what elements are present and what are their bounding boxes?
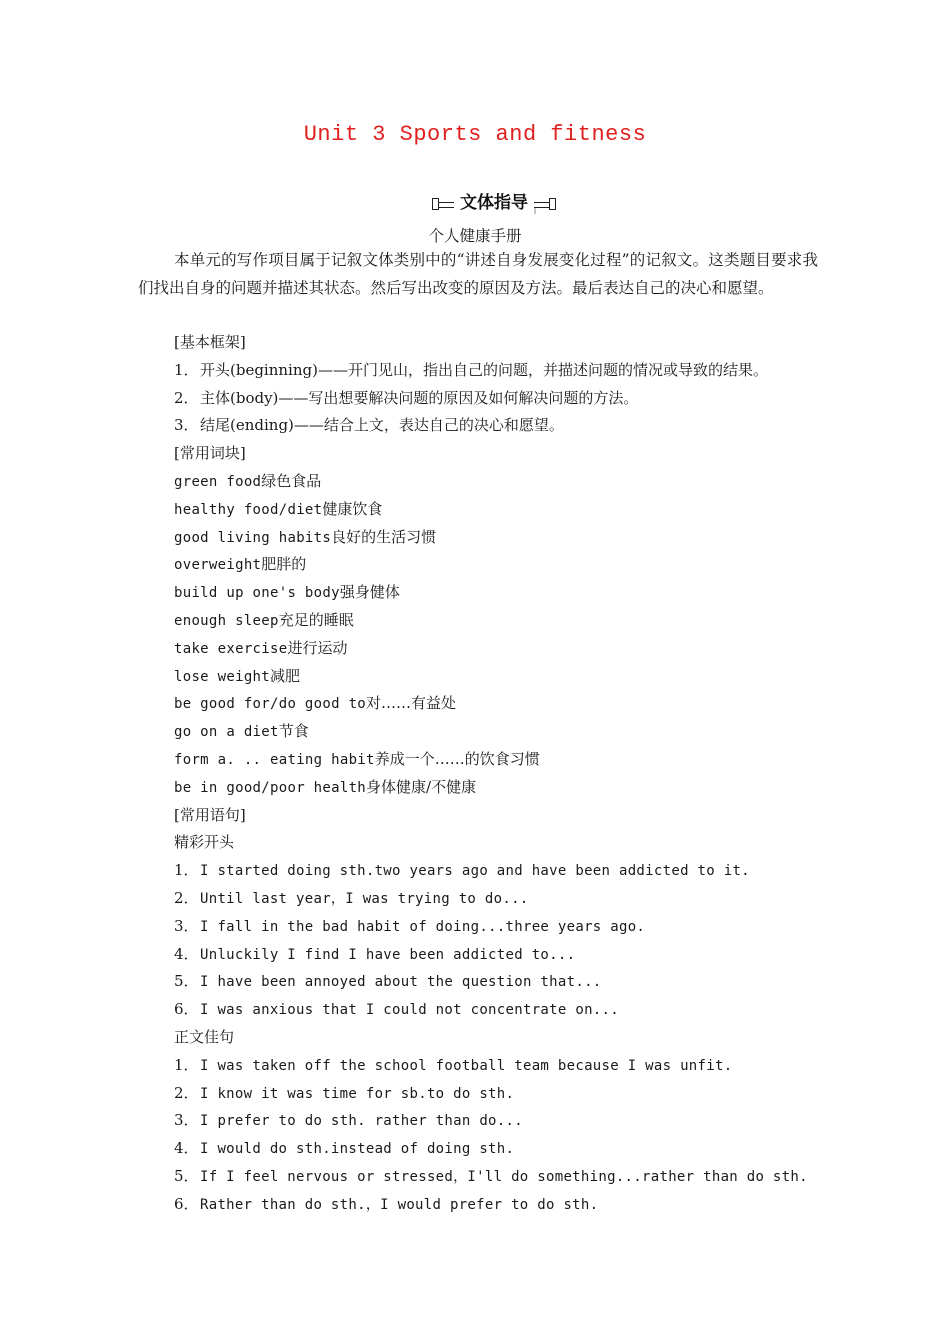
item-number: 3． (174, 1111, 199, 1130)
item-number: 2． (174, 388, 199, 407)
phrase-item (174, 607, 874, 635)
phrase-chinese: 健康饮食 (322, 499, 383, 518)
phrase-item (174, 663, 874, 691)
phrase-english: build up one's body (174, 585, 340, 602)
sentence-text: I would do sth.instead of doing sth. (200, 1141, 515, 1158)
item-number: 1． (174, 1055, 199, 1074)
item-number: 1． (174, 360, 199, 379)
item-number: 6． (174, 1000, 199, 1019)
sentence-text: Unluckily I find I have been addicted to... (200, 946, 576, 963)
phrase-chinese: 进行运动 (287, 638, 348, 657)
sentence-item (174, 1163, 874, 1191)
phrase-english: enough sleep (174, 612, 279, 629)
subtitle: 个人健康手册 (428, 227, 522, 245)
sentence-text: I prefer to do sth. rather than do... (200, 1113, 523, 1130)
sentence-text: I fall in the bad habit of doing...three years ago. (200, 918, 646, 935)
item-number: 2． (174, 1083, 199, 1102)
phrase-chinese: 肥胖的 (261, 555, 307, 574)
sentence-text: If I feel nervous or stressed，I'll do something...rather than do sth. (200, 1168, 808, 1185)
sentence-text: I was taken off the school football team because I was unfit. (200, 1057, 733, 1074)
banner-label: 文体指导 (454, 192, 534, 214)
framework-item (174, 385, 874, 413)
item-number: 5． (174, 1166, 199, 1185)
phrase-english: take exercise (174, 640, 288, 657)
sentence-item (174, 1135, 874, 1163)
content-block (174, 329, 874, 1219)
phrase-item (174, 496, 874, 524)
item-number: 3． (174, 416, 199, 435)
banner-right-cap (549, 198, 556, 210)
item-text: 结尾(ending)——结合上文，表达自己的决心和愿望。 (200, 416, 564, 435)
phrase-item (174, 551, 874, 579)
framework-item (174, 357, 874, 385)
phrase-english: lose weight (174, 668, 271, 685)
phrase-chinese: 减肥 (270, 666, 301, 685)
phrase-chinese: 绿色食品 (261, 471, 322, 490)
phrase-chinese: 良好的生活习惯 (331, 527, 437, 546)
sentence-text: Rather than do sth.，I would prefer to do sth. (200, 1196, 599, 1213)
opening-heading: 精彩开头 (174, 833, 235, 852)
phrase-chinese: 养成一个……的饮食习惯 (374, 749, 540, 768)
phrase-english: green food (174, 473, 262, 490)
phrase-english: be good for/do good to (174, 696, 367, 713)
phrase-item (174, 524, 874, 552)
item-text: 开头(beginning)——开门见山，指出自己的问题，并描述问题的情况或导致的结果。 (200, 360, 768, 379)
phrase-chinese: 身体健康/不健康 (366, 777, 477, 796)
sentence-item (174, 941, 874, 969)
sentence-item (174, 1080, 874, 1108)
phrase-item (174, 718, 874, 746)
item-number: 4． (174, 1139, 199, 1158)
sentence-item (174, 913, 874, 941)
phrase-english: be in good/poor health (174, 779, 367, 796)
phrase-chinese: 对……有益处 (366, 694, 457, 713)
intro-paragraph: 本单元的写作项目属于记叙文体类别中的“讲述自身发展变化过程”的记叙文。这类题目要求我们找出自身的问题并描述其状态。然后写出改变的原因及方法。最后表达自己的决心和愿望。 (138, 251, 818, 297)
phrase-chinese: 节食 (278, 722, 309, 741)
phrase-item (174, 635, 874, 663)
sentence-text: I started doing sth.two years ago and have been addicted to it. (200, 863, 750, 880)
phrase-english: form a. .. eating habit (174, 751, 375, 768)
body-heading: 正文佳句 (174, 1027, 235, 1046)
phrase-english: healthy food/diet (174, 501, 323, 518)
phrase-english: overweight (174, 557, 262, 574)
item-number: 1． (174, 861, 199, 880)
sentence-text: Until last year，I was trying to do... (200, 890, 529, 907)
framework-item (174, 412, 874, 440)
sentence-item (174, 1052, 874, 1080)
sentence-item (174, 968, 874, 996)
item-number: 5． (174, 972, 199, 991)
phrase-item (174, 579, 874, 607)
section-banner (432, 192, 556, 216)
item-number: 6． (174, 1194, 199, 1213)
phrase-chinese: 充足的睡眠 (278, 610, 354, 629)
phrase-item (174, 468, 874, 496)
item-text: 主体(body)——写出想要解决问题的原因及如何解决问题的方法。 (200, 388, 639, 407)
sentence-item (174, 1191, 874, 1219)
sentences-heading: [常用语句] (174, 805, 246, 824)
item-number: 2． (174, 888, 199, 907)
item-number: 3． (174, 916, 199, 935)
page-title: Unit 3 Sports and fitness (303, 122, 647, 147)
phrase-item (174, 690, 874, 718)
phrase-item (174, 774, 874, 802)
sentence-text: I know it was time for sb.to do sth. (200, 1085, 515, 1102)
phrase-chinese: 强身健体 (339, 583, 400, 602)
sentence-item (174, 996, 874, 1024)
phrase-item (174, 746, 874, 774)
item-number: 4． (174, 944, 199, 963)
sentence-item (174, 1107, 874, 1135)
sentence-item (174, 857, 874, 885)
phrases-heading: [常用词块] (174, 444, 246, 463)
sentence-text: I was anxious that I could not concentrate on... (200, 1002, 619, 1019)
phrase-english: go on a diet (174, 724, 279, 741)
phrase-english: good living habits (174, 529, 332, 546)
banner-left-cap (432, 198, 439, 210)
sentence-text: I have been annoyed about the question that... (200, 974, 602, 991)
sentence-item (174, 885, 874, 913)
framework-heading: [基本框架] (174, 333, 246, 351)
